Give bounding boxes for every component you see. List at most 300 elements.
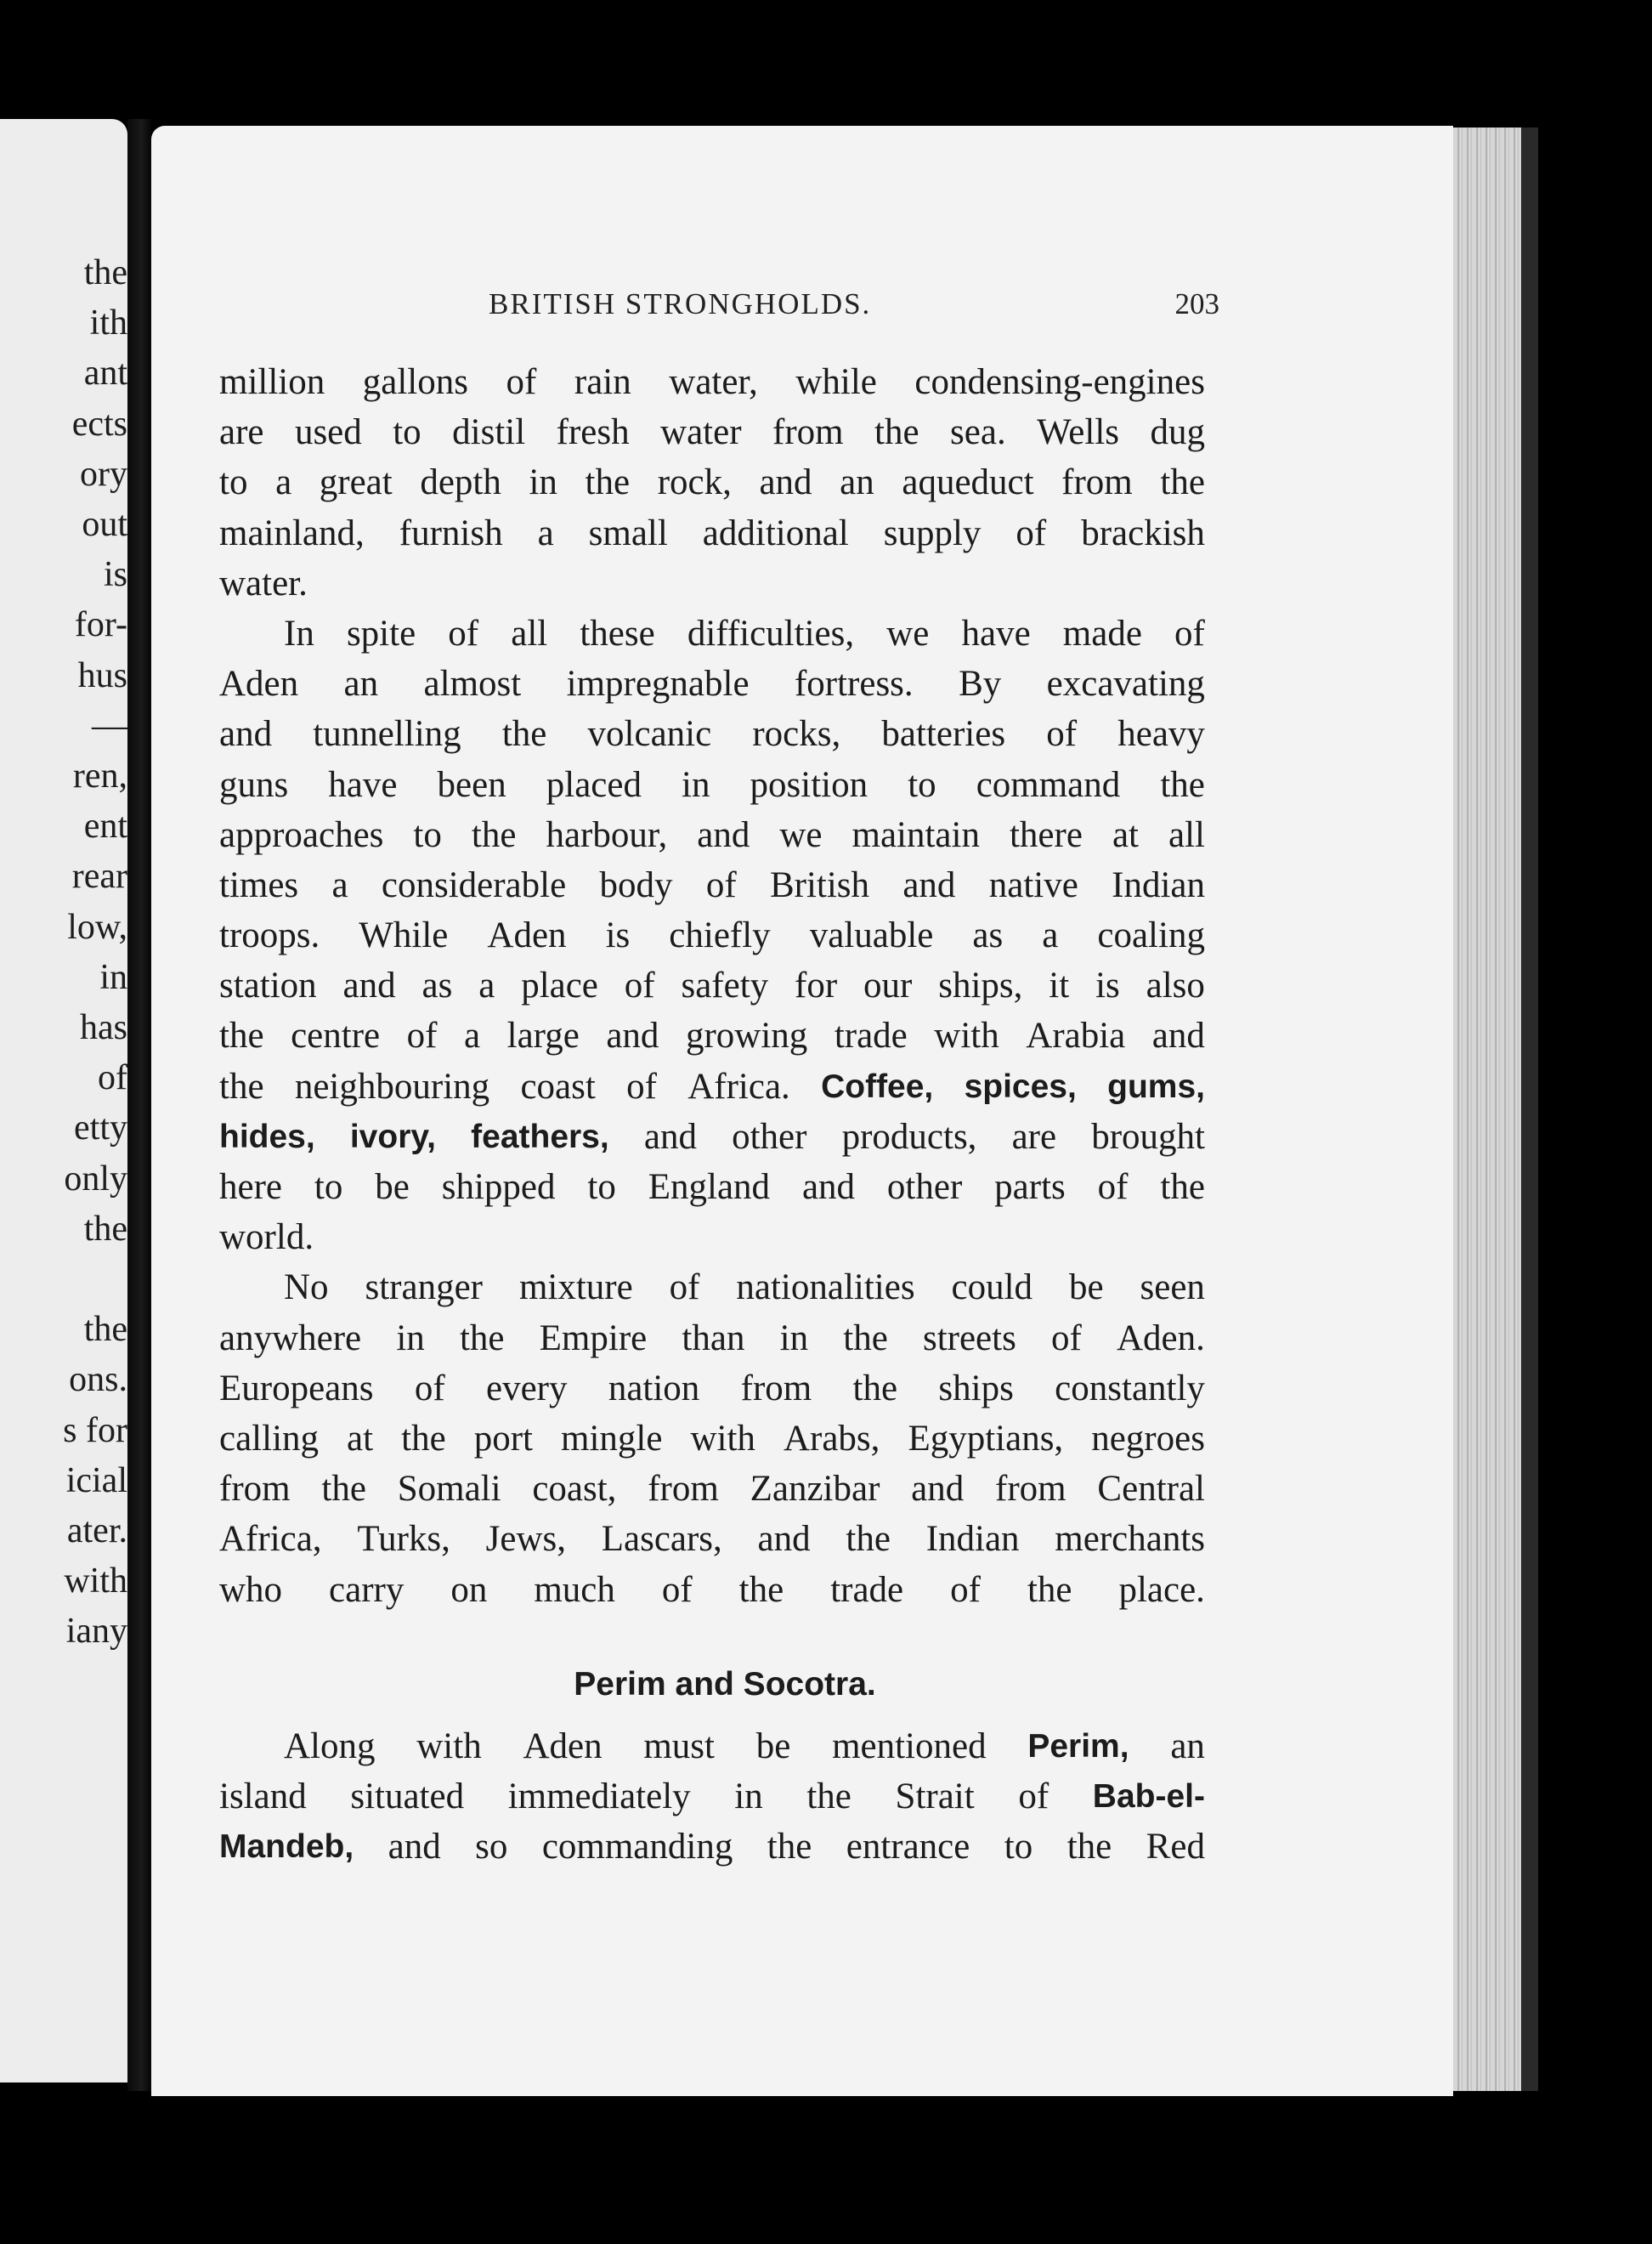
word: constantly (1055, 1368, 1205, 1408)
word: as (972, 915, 1004, 956)
word: we (779, 814, 823, 855)
word: Africa, (219, 1519, 322, 1560)
word: in (779, 1318, 809, 1358)
word: of (1016, 513, 1047, 553)
word: stranger (365, 1267, 483, 1308)
word: our (863, 966, 913, 1006)
left-page-fragment: with (64, 1561, 127, 1601)
word: island (219, 1776, 307, 1817)
word: be (755, 1726, 791, 1766)
word: much (534, 1569, 615, 1610)
word: the (738, 1569, 784, 1610)
text-line (219, 1721, 1205, 1771)
text-line (219, 1162, 1205, 1212)
word: trade (834, 1016, 908, 1057)
text-line (219, 1822, 1205, 1872)
word: fortress. (794, 664, 914, 705)
word: Africa. (687, 1066, 790, 1107)
left-page-fragment: the (83, 1310, 127, 1350)
word: maintain (851, 814, 980, 855)
word: the (501, 714, 547, 755)
word: these (580, 613, 655, 654)
word: the (401, 1418, 446, 1459)
word: who (219, 1569, 283, 1610)
word: all (511, 613, 548, 654)
word: it (1049, 966, 1070, 1006)
text-line (219, 860, 1205, 910)
word: commanding (541, 1827, 733, 1867)
word: ships (938, 1368, 1014, 1408)
text-line (219, 457, 1205, 507)
word: be (375, 1167, 410, 1207)
word: Zanzibar (750, 1469, 880, 1510)
word: fresh (556, 412, 630, 453)
left-page-fragment: ater. (66, 1511, 127, 1550)
word: is (1095, 966, 1120, 1006)
word: every (485, 1368, 568, 1408)
word: approaches (219, 814, 384, 855)
word: anywhere (219, 1318, 362, 1358)
word: streets (922, 1318, 1016, 1358)
word: Europeans (219, 1368, 374, 1408)
word: calling (219, 1418, 320, 1459)
text-line (219, 357, 1205, 407)
word: England (648, 1167, 771, 1207)
word: seen (1140, 1267, 1205, 1308)
word: station (219, 966, 317, 1006)
word: the (321, 1469, 366, 1510)
word: while (795, 362, 877, 402)
word: dug (1150, 412, 1205, 453)
left-page-fragment: ects (71, 404, 127, 444)
word: large (506, 1016, 580, 1057)
word: the (1160, 462, 1205, 503)
word: brackish (1081, 513, 1205, 553)
word: Lascars, (601, 1519, 722, 1560)
word: British (769, 864, 870, 905)
word: ships, (938, 966, 1023, 1006)
text-line (219, 407, 1205, 457)
word: to (314, 1167, 343, 1207)
word: at (347, 1418, 374, 1459)
word: the (1160, 1167, 1205, 1207)
word: from (1061, 462, 1133, 503)
word: and (801, 1167, 856, 1207)
left-page-fragment: ith (89, 303, 127, 343)
word: and (342, 966, 396, 1006)
word: from (772, 412, 844, 453)
word: Red (1146, 1827, 1205, 1867)
word: of (1046, 714, 1078, 755)
text-line (219, 609, 1205, 659)
word: of (1051, 1318, 1082, 1358)
word: batteries (881, 714, 1006, 755)
bold-term: Mandeb, (219, 1828, 354, 1866)
word: harbour, (546, 814, 668, 855)
word: other (886, 1167, 963, 1207)
word: distil (452, 412, 526, 453)
word: must (643, 1726, 715, 1766)
word: the (1160, 764, 1205, 805)
page-header (489, 287, 1219, 330)
word: nation (608, 1368, 700, 1408)
word: Aden. (1117, 1318, 1205, 1358)
word: times (219, 864, 299, 905)
word: In (284, 613, 314, 654)
word: depth (420, 462, 501, 503)
word: for (795, 966, 838, 1006)
word: additional (702, 513, 849, 553)
left-page-fragment: for- (74, 605, 127, 645)
left-page-fragment: the (83, 253, 127, 292)
text-line (219, 1771, 1205, 1822)
word: at (1112, 814, 1139, 855)
word: No (284, 1267, 329, 1308)
word: brought (1091, 1116, 1205, 1157)
word: products, (841, 1116, 977, 1157)
text-line (219, 1313, 1205, 1363)
page-number: 203 (1174, 287, 1219, 320)
word: other (732, 1116, 807, 1157)
bold-term: spices, (964, 1068, 1077, 1105)
word: the (846, 1519, 891, 1560)
word: than (682, 1318, 745, 1358)
left-page-fragment: the (83, 1209, 127, 1249)
word: to (908, 764, 936, 805)
word: as (421, 966, 453, 1006)
word: the (852, 1368, 898, 1408)
word: shipped (441, 1167, 556, 1207)
word: By (959, 664, 1002, 705)
bold-term: gums, (1107, 1068, 1205, 1105)
text-line (219, 1414, 1205, 1464)
word: of (669, 1267, 700, 1308)
word: nationalities (736, 1267, 915, 1308)
bold-term: Bab-el- (1092, 1778, 1205, 1816)
left-page-fragment: low, (67, 907, 127, 947)
word: Wells (1037, 412, 1120, 453)
word: rocks, (752, 714, 841, 755)
word: a (1042, 915, 1059, 956)
word: the (874, 412, 919, 453)
word: the (806, 1776, 851, 1817)
text-line (219, 1062, 1205, 1112)
left-page-fragment: ent (83, 807, 127, 847)
word: and (1151, 1016, 1205, 1057)
left-page-fragment: ant (83, 354, 127, 394)
word: million (219, 362, 325, 402)
word: and (759, 462, 812, 503)
word: considerable (381, 864, 567, 905)
word: supply (883, 513, 982, 553)
word: and (697, 814, 750, 855)
left-page-fragment: hus (77, 655, 127, 695)
word: safety (681, 966, 769, 1006)
word: mainland, (219, 513, 365, 553)
word: guns (219, 764, 289, 805)
word: and (606, 1016, 659, 1057)
word: Egyptians, (908, 1418, 1064, 1459)
text-line (219, 810, 1205, 860)
word: sea. (950, 412, 1006, 453)
word: condensing-engines (914, 362, 1205, 402)
word: so (475, 1827, 508, 1867)
word: aqueduct (902, 462, 1034, 503)
word: the (219, 1016, 264, 1057)
book-cover-edge (1521, 128, 1538, 2091)
word: situated (350, 1776, 465, 1817)
word: centre (291, 1016, 381, 1057)
word: carry (329, 1569, 405, 1610)
word: placed (546, 764, 642, 805)
word: place. (1118, 1569, 1205, 1610)
word: and (757, 1519, 811, 1560)
word: have (961, 613, 1031, 654)
word: Aden (219, 664, 299, 705)
word: could (951, 1267, 1033, 1308)
word: on (450, 1569, 488, 1610)
left-page-fragment: rear (71, 857, 127, 897)
word: and (902, 864, 956, 905)
word: furnish (399, 513, 503, 553)
left-page-fragment: ons. (69, 1360, 127, 1400)
word: valuable (809, 915, 934, 956)
word: command (976, 764, 1121, 805)
bold-term: Coffee, (821, 1068, 934, 1105)
left-page-fragment: out (82, 505, 127, 544)
text-line (219, 709, 1205, 759)
word: and (219, 714, 273, 755)
word: a (478, 966, 495, 1006)
word: here (219, 1167, 282, 1207)
text-line (219, 910, 1205, 960)
word: Jews, (485, 1519, 566, 1560)
word: Central (1097, 1469, 1205, 1510)
word: of (626, 1066, 657, 1107)
word: heavy (1117, 714, 1205, 755)
text-line (219, 1011, 1205, 1061)
word: a (537, 513, 554, 553)
word: in (396, 1318, 425, 1358)
word: to (587, 1167, 616, 1207)
word: is (605, 915, 631, 956)
word: of (705, 864, 737, 905)
word: a (464, 1016, 481, 1057)
text-line (219, 760, 1205, 810)
text-line (219, 1565, 1205, 1615)
word: gallons (362, 362, 468, 402)
word: coast, (532, 1469, 617, 1510)
word: to (413, 814, 442, 855)
word: Along (284, 1726, 376, 1766)
word: of (624, 966, 655, 1006)
word: and (911, 1469, 965, 1510)
word: great (319, 462, 393, 503)
word: place (521, 966, 598, 1006)
word: an (1170, 1726, 1205, 1766)
word: troops. (219, 915, 320, 956)
running-head: BRITISH STRONGHOLDS. (489, 287, 872, 320)
bold-term: hides, (219, 1118, 315, 1155)
word: impregnable (566, 664, 750, 705)
word: growing (685, 1016, 808, 1057)
bold-term: ivory, (349, 1118, 436, 1155)
word: the (459, 1318, 505, 1358)
word: port (473, 1418, 533, 1459)
left-page-fragment: has (80, 1008, 127, 1047)
word: are (1011, 1116, 1057, 1157)
word: the (843, 1318, 888, 1358)
word: have (328, 764, 398, 805)
text-line (219, 659, 1205, 709)
word: mingle (561, 1418, 663, 1459)
bold-term: feathers, (471, 1118, 609, 1155)
word: Aden (523, 1726, 603, 1766)
word: to (1004, 1827, 1033, 1867)
word: water. (219, 563, 308, 604)
word: Arabs, (783, 1418, 880, 1459)
left-page-fragment: only (64, 1159, 127, 1198)
text-line (219, 1262, 1205, 1312)
word: to (219, 462, 248, 503)
word: body (599, 864, 673, 905)
word: an (343, 664, 379, 705)
word: merchants (1055, 1519, 1205, 1560)
bold-term: Perim, (1027, 1727, 1129, 1765)
word: native (988, 864, 1078, 905)
word: While (359, 915, 449, 956)
left-page-fragment: ory (80, 454, 127, 494)
left-page-fragment: of (98, 1058, 127, 1098)
word: and (643, 1116, 697, 1157)
left-page-fragment: etty (74, 1108, 127, 1148)
word: of (1097, 1167, 1129, 1207)
text-line (219, 1363, 1205, 1414)
word: the (585, 462, 631, 503)
word: world. (219, 1217, 314, 1258)
word: coaling (1097, 915, 1205, 956)
word: the (1066, 1827, 1112, 1867)
word: of (1174, 613, 1205, 654)
word: rock, (657, 462, 732, 503)
word: Turks, (357, 1519, 450, 1560)
body-text (219, 357, 1205, 1872)
word: Indian (925, 1519, 1020, 1560)
word: all (1168, 814, 1205, 855)
left-page-fragment: is (103, 555, 127, 595)
word: of (414, 1368, 445, 1408)
word: Arabia (1026, 1016, 1126, 1057)
word: made (1062, 613, 1142, 654)
left-page-fragment: ren, (72, 756, 127, 796)
word: volcanic (587, 714, 712, 755)
word: Indian (1112, 864, 1205, 905)
word: almost (423, 664, 522, 705)
word: the (1027, 1569, 1072, 1610)
word: rain (574, 362, 631, 402)
word: in (734, 1776, 763, 1817)
word: mixture (518, 1267, 633, 1308)
word: chiefly (669, 915, 771, 956)
word: Strait (895, 1776, 975, 1817)
word: tunnelling (313, 714, 461, 755)
left-page-fragment: in (99, 957, 127, 997)
word: difficulties, (687, 613, 855, 654)
word: Somali (397, 1469, 501, 1510)
word: neighbouring (294, 1066, 490, 1107)
left-page-fragment: iany (65, 1612, 127, 1652)
left-page-fragment: icial (65, 1460, 127, 1500)
word: also (1146, 966, 1205, 1006)
word: of (950, 1569, 981, 1610)
word: the (219, 1066, 264, 1107)
word: trade (830, 1569, 904, 1610)
text-line (219, 508, 1205, 558)
word: of (506, 362, 537, 402)
text-line (219, 1514, 1205, 1564)
word: are (219, 412, 264, 453)
word: used (294, 412, 362, 453)
word: excavating (1046, 664, 1205, 705)
word: of (448, 613, 479, 654)
word: mentioned (832, 1726, 987, 1766)
word: a (275, 462, 292, 503)
word: Empire (539, 1318, 648, 1358)
word: immediately (507, 1776, 691, 1817)
word: with (934, 1016, 999, 1057)
word: spite (346, 613, 416, 654)
word: been (437, 764, 506, 805)
word: from (219, 1469, 291, 1510)
word: from (740, 1368, 812, 1408)
word: water (660, 412, 742, 453)
word: entrance (846, 1827, 970, 1867)
word: with (416, 1726, 482, 1766)
word: a (331, 864, 348, 905)
text-line (219, 1212, 1205, 1262)
word: of (1018, 1776, 1049, 1817)
left-page-fragment: — (92, 706, 127, 745)
word: we (886, 613, 930, 654)
word: negroes (1091, 1418, 1205, 1459)
word: small (588, 513, 668, 553)
word: of (406, 1016, 438, 1057)
word: from (648, 1469, 719, 1510)
text-line (219, 1112, 1205, 1162)
word: in (529, 462, 557, 503)
book-gutter (127, 119, 151, 2091)
text-line (219, 558, 1205, 609)
word: there (1009, 814, 1083, 855)
word: to (393, 412, 421, 453)
previous-page (0, 119, 127, 2082)
word: and (388, 1827, 441, 1867)
word: with (690, 1418, 755, 1459)
section-heading: Perim and Socotra. (574, 1665, 876, 1703)
word: of (661, 1569, 693, 1610)
left-page-fragment: s for (63, 1410, 127, 1450)
word: parts (994, 1167, 1066, 1207)
word: position (750, 764, 868, 805)
word: the (471, 814, 517, 855)
word: Aden (487, 915, 567, 956)
word: be (1068, 1267, 1104, 1308)
text-line (219, 1464, 1205, 1514)
word: in (682, 764, 710, 805)
word: an (840, 462, 874, 503)
word: coast (520, 1066, 596, 1107)
word: water, (669, 362, 758, 402)
